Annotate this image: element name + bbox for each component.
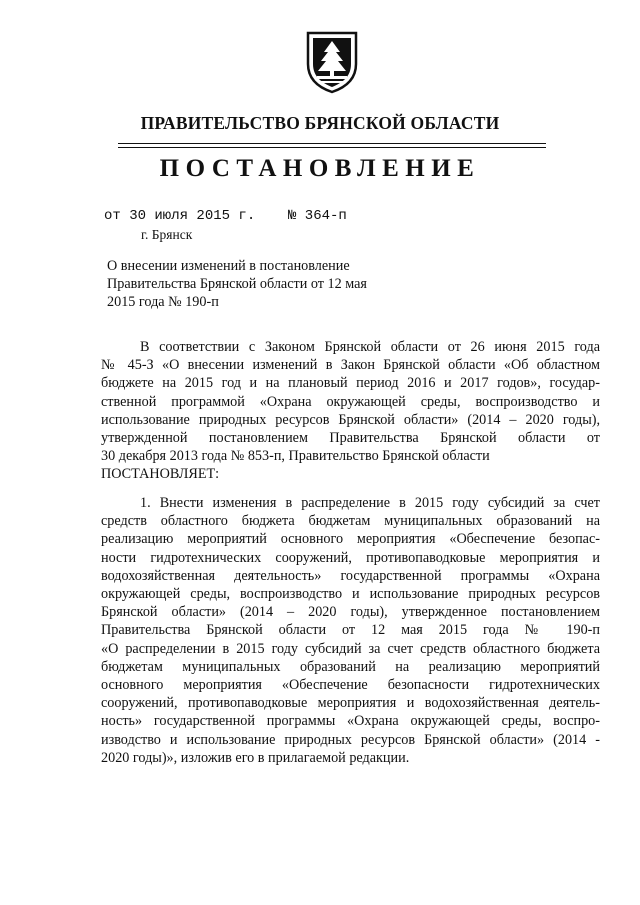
preamble-paragraph <box>101 338 600 484</box>
paragraph-line: изводство и использование природных ресурсов Брянской области» (2014 - <box>101 731 600 748</box>
paragraph-line: бюджетам муниципальных образований на реализацию мероприятий <box>101 658 600 675</box>
document-city: г. Брянск <box>141 227 193 242</box>
organization-name: ПРАВИТЕЛЬСТВО БРЯНСКОЙ ОБЛАСТИ <box>140 113 500 133</box>
paragraph-line: окружающей среды, воспроизводство и использование природных ресурсов <box>101 586 600 603</box>
paragraph-line: водохозяйственная деятельность» государственной программы «Охрана <box>101 567 600 584</box>
paragraph-line: использование природных ресурсов Брянской области» (2014 – 2020 годы), <box>101 411 600 428</box>
paragraph-line: В соответствии с Законом Брянской области от 26 июня 2015 года <box>140 339 600 355</box>
paragraph-line: 30 декабря 2013 года № 853-п, Правительство Брянской области <box>101 448 490 465</box>
paragraph-line: ность» государственной программы «Охрана окружающей среды, воспро- <box>101 713 600 730</box>
paragraph-line: «О распределении в 2015 году субсидий за счет средств областного бюджета <box>101 640 600 657</box>
coat-of-arms-emblem-icon <box>304 30 360 94</box>
paragraph-line: средств областного бюджета бюджетам муниципальных образований на <box>101 513 600 530</box>
clause-1-paragraph <box>101 494 600 767</box>
paragraph-line: ности гидротехнических сооружений, противопаводковые мероприятия и <box>101 549 600 566</box>
paragraph-line: утвержденной постановлением Правительства Брянской области от <box>101 430 600 447</box>
paragraph-line: Правительства Брянской области от 12 мая 2015 года № 190-п <box>101 622 600 639</box>
document-number: № 364-п <box>288 208 347 224</box>
paragraph-line: № 45-З «О внесении изменений в Закон Брянской области «Об областном <box>101 357 600 374</box>
header-rule-top <box>118 143 546 144</box>
paragraph-line: 2020 годы)», изложив его в прилагаемой редакции. <box>101 749 410 766</box>
subject-line: Правительства Брянской области от 12 мая <box>107 276 367 292</box>
resolves-heading: ПОСТАНОВЛЯЕТ: <box>101 466 220 483</box>
paragraph-line: ственной программой «Охрана окружающей среды, воспроизводство и <box>101 393 600 410</box>
document-subject <box>107 257 397 311</box>
paragraph-line: реализацию мероприятий основного мероприятия «Обеспечение безопас- <box>101 531 600 548</box>
header-rule-bottom <box>118 147 546 148</box>
paragraph-line: бюджете на 2015 год и на плановый период 2016 и 2017 годов», государ- <box>101 375 600 392</box>
document-type-title: ПОСТАНОВЛЕНИЕ <box>159 155 481 182</box>
document-date: от 30 июля 2015 г. <box>104 208 256 224</box>
paragraph-line: основного мероприятия «Обеспечение безопасности гидротехнических <box>101 677 600 694</box>
paragraph-line: сооружений, противопаводковые мероприятия и водохозяйственная деятель- <box>101 695 600 712</box>
paragraph-line: Брянской области» (2014 – 2020 годы), утвержденное постановлением <box>101 604 600 621</box>
subject-line: 2015 года № 190-п <box>107 294 219 310</box>
paragraph-line: 1. Внести изменения в распределение в 2015 году субсидий за счет <box>140 495 600 511</box>
subject-line: О внесении изменений в постановление <box>107 258 350 274</box>
